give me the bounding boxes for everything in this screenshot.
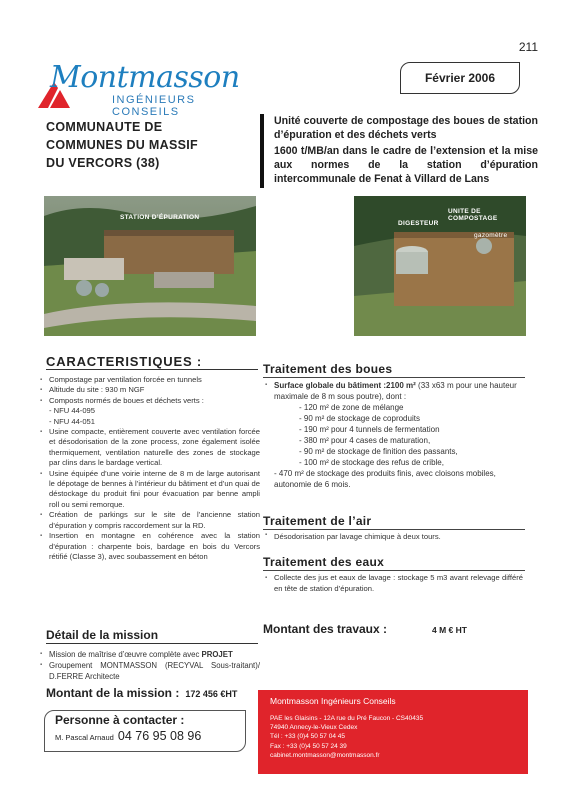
project-line-1: Unité couverte de compostage des boues de station d’épuration et des déchets verts xyxy=(274,115,538,141)
boues-content xyxy=(265,380,523,490)
eaux-content xyxy=(265,573,523,594)
list-item: ▪ Mission de maîtrise d’œuvre complète avec PROJET xyxy=(40,649,260,660)
logo-tagline: INGÉNIEURS CONSEILS xyxy=(112,94,196,118)
footer-email[interactable]: cabinet.montmasson@montmasson.fr xyxy=(270,751,380,759)
list-item: ▪ Surface globale du bâtiment :2100 m² (33 x63 m pour une hauteur maximale de 8 m sous poutre), dont : xyxy=(265,380,523,402)
montant-mission-value: 172 456 €HT xyxy=(185,689,238,699)
list-item: ▪ Désodorisation par lavage chimique à deux tours. xyxy=(265,532,523,541)
list-item: ▪ Insertion en montagne en cohérence avec la station d’épuration : charpente bois, bardage en bois du Vercors rétifié (Classe 3), avec soubassement en béton xyxy=(40,531,260,562)
list-item: - 100 m² de stockage des refus de crible, xyxy=(299,458,444,467)
montant-mission xyxy=(46,686,237,700)
client-name: COMMUNAUTE DE COMMUNES DU MASSIF DU VERCORS (38) xyxy=(46,120,198,170)
montant-mission-label: Montant de la mission : xyxy=(46,686,180,700)
divider xyxy=(263,570,525,571)
list-item: ▪ Composts normés de boues et déchets verts : xyxy=(40,396,260,406)
footer-address: PAE les Glaisins - 12A rue du Pré Faucon - CS40435 74940 Annecy-le-Vieux Cedex Tél : +33 (0)4 50 57 04 45 Fax : +33 (0)4 50 57 24 39 cabinet.montmasson@montmasson.fr xyxy=(270,715,424,759)
list-item: - 190 m² pour 4 tunnels de fermentation xyxy=(299,425,440,434)
caracteristiques-list xyxy=(40,375,260,562)
mission-list xyxy=(40,649,260,682)
contact-details xyxy=(55,729,201,743)
section-title-mission: Détail de la mission xyxy=(46,628,159,642)
section-title-caracteristiques: CARACTERISTIQUES : xyxy=(46,354,202,369)
date-box xyxy=(400,62,520,94)
page-number: 211 xyxy=(518,40,538,54)
photo-station-epuration xyxy=(44,196,256,336)
logo-wordmark: Montmasson xyxy=(50,60,240,95)
montant-travaux-label: Montant des travaux : xyxy=(263,622,388,636)
contact-title: Personne à contacter : xyxy=(55,713,185,727)
list-item: ▪ Création de parkings sur le site de l’ancienne station d’épuration y compris raccordement sur la RD. xyxy=(40,510,260,531)
photo-label-station: STATION D’ÉPURATION xyxy=(120,214,200,221)
company-logo xyxy=(38,60,248,118)
section-title-boues: Traitement des boues xyxy=(263,362,393,376)
air-content xyxy=(265,532,523,541)
contact-box xyxy=(44,710,246,752)
list-item: ▪ Collecte des jus et eaux de lavage : stockage 5 m3 avant relevage différé en tête de station d’épuration. xyxy=(265,573,523,594)
list-item: ▪ Altitude du site : 930 m NGF xyxy=(40,385,260,395)
list-item: - 90 m² de stockage de coproduits xyxy=(299,414,420,423)
montant-travaux-value: 4 M € HT xyxy=(432,625,467,635)
list-item: - 380 m² pour 4 cases de maturation, xyxy=(299,436,431,445)
list-item: - 90 m² de stockage de finition des passants, xyxy=(299,447,458,456)
divider xyxy=(263,377,525,378)
list-item: - 470 m² de stockage des produits finis, avec cloisons mobiles, autonomie de 6 mois. xyxy=(274,469,496,489)
list-item: ▪ Usine compacte, entièrement couverte avec ventilation forcée et désodorisation de la zone process, zone également isolée thermiquement, ventilation naturelle des zones de stockage par clins dans le bardage vertical. xyxy=(40,427,260,469)
footer-tel: Tél : +33 (0)4 50 57 04 45 xyxy=(270,733,345,741)
project-line-2: 1600 t/MB/an dans le cadre de l’extension et la mise aux normes de la station d’épuration intercommunale de Fenat à Villard de Lans xyxy=(274,145,538,185)
date-text: Février 2006 xyxy=(424,71,496,85)
divider xyxy=(46,369,258,370)
contact-phone: 04 76 95 08 96 xyxy=(117,729,202,743)
list-item: ▪ Compostage par ventilation forcée en tunnels xyxy=(40,375,260,385)
divider xyxy=(263,529,525,530)
section-title-eaux: Traitement des eaux xyxy=(263,555,385,569)
photo-label-compostage: UNITE DE COMPOSTAGE xyxy=(448,208,498,222)
photo-label-gazometre: gazomètre xyxy=(474,232,508,239)
list-item: - NFU 44-095 xyxy=(49,406,96,416)
photo-label-digesteur: DIGESTEUR xyxy=(398,220,439,227)
list-item: - NFU 44-051 xyxy=(49,416,96,426)
section-title-air: Traitement de l’air xyxy=(263,514,372,528)
footer-fax: Fax : +33 (0)4 50 57 24 39 xyxy=(270,742,347,750)
footer-company: Montmasson Ingénieurs Conseils xyxy=(270,696,396,706)
project-description xyxy=(260,114,538,188)
list-item: ▪ Usine équipée d’une voirie interne de 8 m de large autorisant le dépotage de bennes à l’intérieur du bâtiment et d’un quai de déstockage du produit fini pour évacuation par benne ampli roll ou semi remorque. xyxy=(40,469,260,511)
list-item: - 120 m² de zone de mélange xyxy=(299,403,404,412)
list-item: ▪ Groupement MONTMASSON (RECYVAL Sous-traitant)/ D.FERRE Architecte xyxy=(40,660,260,682)
contact-name: M. Pascal Arnaud xyxy=(55,733,114,742)
photo-unite-compostage xyxy=(354,196,526,336)
divider xyxy=(46,643,258,644)
footer-contact-box xyxy=(258,690,528,774)
